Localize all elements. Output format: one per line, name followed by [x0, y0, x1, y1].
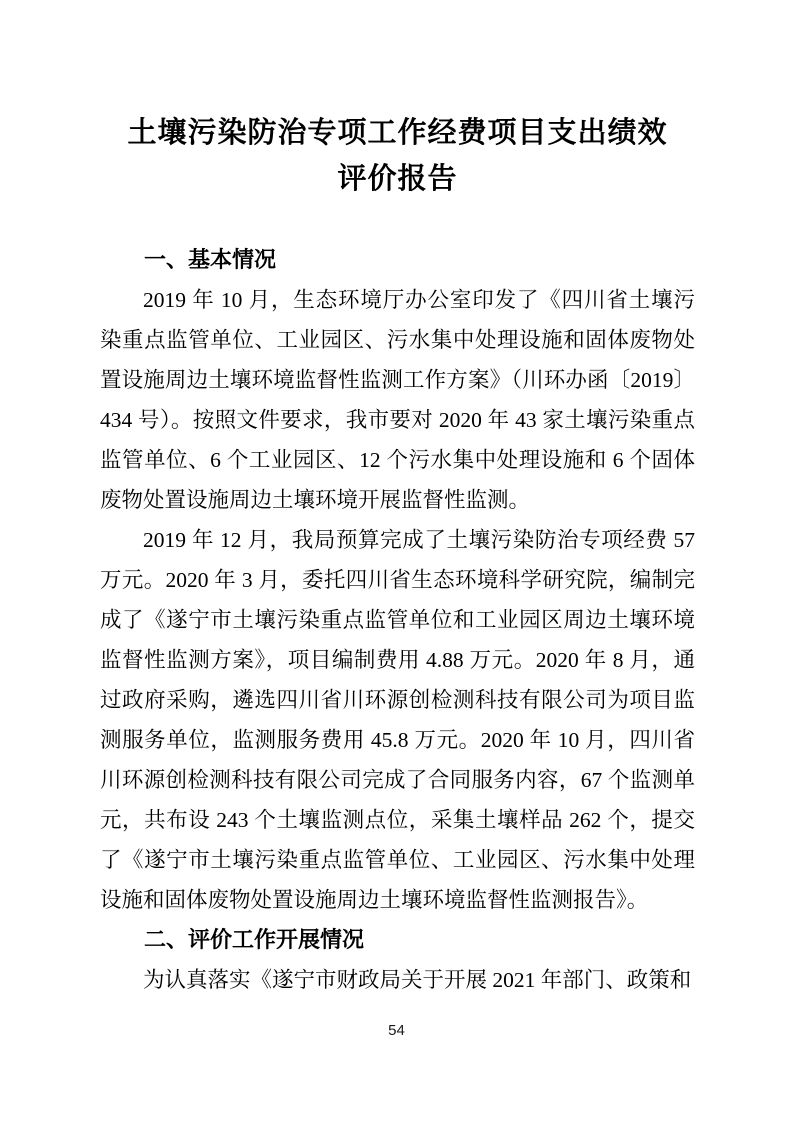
section-heading-basic-situation: 一、基本情况 — [144, 247, 277, 272]
paragraph-evaluation-intro: 为认真落实《遂宁市财政局关于开展 2021 年部门、政策和 — [143, 968, 692, 992]
document-body — [100, 240, 695, 1000]
document-title — [100, 110, 695, 202]
page-number: 54 — [388, 1022, 405, 1039]
section-heading-evaluation-work: 二、评价工作开展情况 — [144, 927, 365, 952]
document-title-line1: 土壤污染防治专项工作经费项目支出绩效 — [127, 117, 668, 149]
paragraph-budget-and-services: 2019 年 12 月，我局预算完成了土壤污染防治专项经费 57 万元。2020 年 3 月，委托四川省生态环境科学研究院，编制完成了《遂宁市土壤污染重点监管单位和工业园区周边土壤环境监督性监测方案》，项目编制费用 4.88 万元。2020 年 8 月，通过政府采购，遴选四川省川环源创检测科技有限公司为项目监测服务单位，监测服务费用 45.8 万元。2020 年 10 月，四川省川环源创检测科技有限公司完成了合同服务内容，67 个监测单元，共布设 243 个土壤监测点位，采集土壤样品 262 个，提交了《遂宁市土壤污染重点监管单位、工业园区、污水集中处理设施和固体废物处置设施周边土壤环境监督性监测报告》。 — [100, 528, 695, 912]
paragraph-monitoring-plan: 2019 年 10 月，生态环境厅办公室印发了《四川省土壤污染重点监管单位、工业园区、污水集中处理设施和固体废物处置设施周边土壤环境监督性监测工作方案》（川环办函〔2019〕434 号）。按照文件要求，我市要对 2020 年 43 家土壤污染重点监管单位、6 个工业园区、12 个污水集中处理设施和 6 个固体废物处置设施周边土壤环境开展监督性监测。 — [100, 288, 695, 512]
document-title-line2: 评价报告 — [337, 163, 458, 195]
